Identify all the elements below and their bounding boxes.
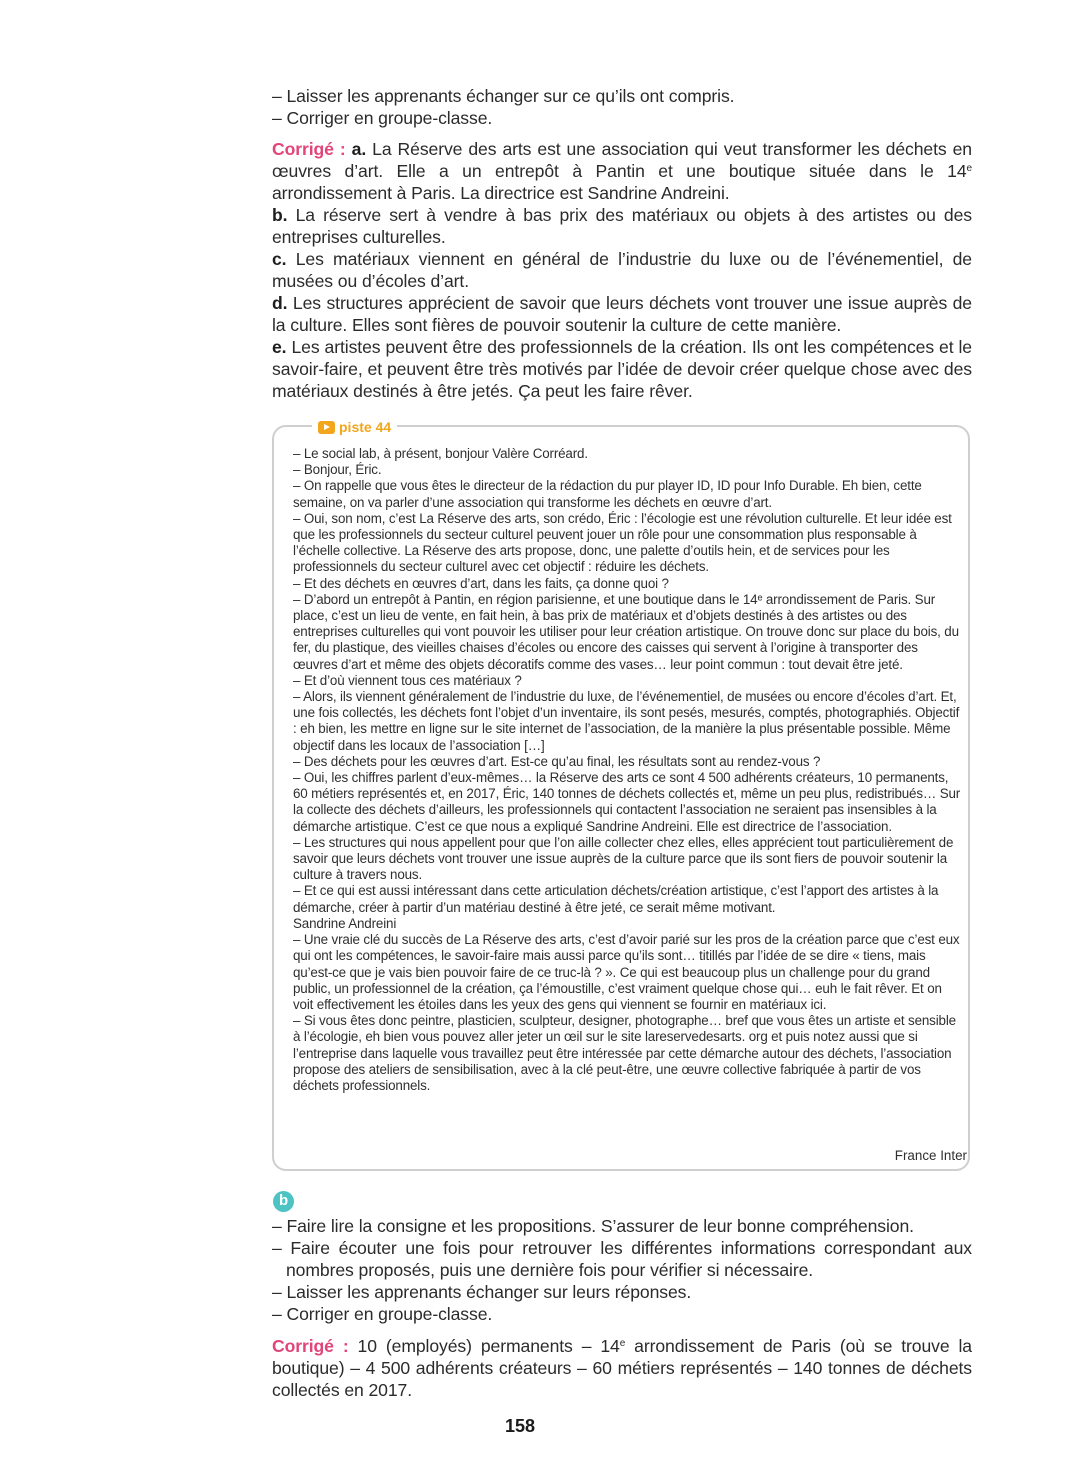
corrige-item-d — [272, 292, 972, 336]
instruction-line: – Laisser les apprenants échanger sur leurs réponses. — [272, 1282, 692, 1302]
instruction-line: – Corriger en groupe-classe. — [272, 1304, 493, 1324]
corrige-label: Corrigé : — [272, 139, 346, 159]
corrige-text: arrondissement de Paris (où se trouve la boutique) – 4 500 adhérents créateurs – 60 métiers représentés – 140 tonnes de déchets collectés en 2017. — [272, 1336, 972, 1400]
transcript-line: – Le social lab, à présent, bonjour Valère Corréard. — [293, 446, 588, 461]
item-text: Les artistes peuvent être des professionnels de la création. Ils ont les compétences et le savoir-faire, et peuvent être très motivés par l’idée de devoir créer quelque chose avec des matériaux destinés à être jetés. Ça peut les faire rêver. — [272, 337, 972, 401]
audio-track-label[interactable] — [312, 418, 397, 436]
transcript-line: – Et d’où viennent tous ces matériaux ? — [293, 672, 522, 688]
instruction-line: – Faire lire la consigne et les propositions. S’assurer de leur bonne compréhension. — [272, 1216, 914, 1236]
transcript-line: – On rappelle que vous êtes le directeur de la rédaction du pur player ID, ID pour Info Durable. Eh bien, cette semaine, on va parler d’une association qui transforme les déchets en œuvre d’art. — [293, 478, 922, 510]
transcript-line: – Oui, les chiffres parlent d’eux-mêmes… la Réserve des arts ce sont 4 500 adhérents créateurs, 10 permanents, 60 métiers représentés et, en 2017, Éric, 140 tonnes de déchets collectés et, même un peu plus, redistribués… Sur la collecte des déchets d’ailleurs, les professionnels qui contactent l’association ne seraient pas insensibles à la démarche artistique. C’est ce que nous a expliqué Sandrine Andreini. Elle est directrice de l’association. — [293, 770, 961, 834]
item-text: Les structures apprécient de savoir que leurs déchets vont trouver une issue auprès de la culture. Elles sont fières de pouvoir soutenir la culture de cette manière. — [272, 293, 972, 335]
item-text: La Réserve des arts est une association qui veut transformer les déchets en œuvres d’art. Elle a un entrepôt à Pantin et une boutique située dans le 14 — [272, 139, 972, 181]
corrige-item-c — [272, 248, 972, 292]
item-letter: e. — [272, 337, 287, 357]
item-letter: c. — [272, 249, 287, 269]
transcript-line: – Les structures qui nous appellent pour que l’on aille collecter chez elles, elles apprécient tout particulièrement de savoir que leurs déchets vont trouver une issue auprès de la culture parce que ils sont fiers de pouvoir soutenir la culture à travers nous. — [293, 834, 954, 883]
transcript-line: – Et ce qui est aussi intéressant dans cette articulation déchets/création artistique, c’est l’apport des artistes à la démarche, créer à partir d’un matériau destiné à être jeté, ce serait même motivant. — [293, 883, 939, 915]
corrige-item-a — [272, 138, 972, 204]
transcript-line: – Si vous êtes donc peintre, plasticien, sculpteur, designer, photographe… bref que vous êtes un artiste et sensible à l’écologie, eh bien vous pouvez aller jeter un œil sur le site lareservedesarts. org et puis notez aussi que si l’entreprise dans laquelle vous travaillez peut être intéressée par cette démarche autour des déchets, l’association propose des ateliers de sensibilisation, avec à la clé peut-être, une œuvre collective fabriquée à partir de vos déchets professionnels. — [293, 1013, 956, 1093]
page-number: 158 — [504, 1416, 536, 1436]
transcript-line: – Et des déchets en œuvres d’art, dans les faits, ça donne quoi ? — [293, 575, 669, 591]
track-name: piste 44 — [339, 419, 392, 435]
superscript: e — [619, 1338, 626, 1349]
transcript-line: – Alors, ils viennent généralement de l’industrie du luxe, de l’événementiel, de musées ou encore d’écoles d’art. Et, une fois collectés, les déchets font l’objet d’un inventaire, ils sont pesés, mesurés, comptés, photographiés. Objectif : eh bien, les mettre en ligne sur le site internet de l’association, de la manière la plus présentable possible. Même objectif dans les locaux de l’association […] — [293, 689, 960, 753]
transcript-line: – Bonjour, Éric. — [293, 462, 382, 478]
corrige-text: 10 (employés) permanents – 14 — [348, 1336, 620, 1356]
corrige-label: Corrigé : — [272, 1336, 349, 1356]
transcript-source: France Inter — [894, 1148, 967, 1163]
transcript-line: – D’abord un entrepôt à Pantin, en région parisienne, et une boutique dans le 14ᵉ arrondissement de Paris. Sur place, c’est un lieu de vente, en fait hein, à bas prix de matériaux et d’objets destinés à des artistes ou des entreprises culturelles qui vont pouvoir les utiliser pour leur création artistique. On trouve donc sur place du bois, du fer, du plastique, des vieilles chaises d’écoles ou encore des caisses qui servent à l’origine à transporter des œuvres d’art et même des objets décoratifs comme des vases… leur point commun : tout devait être jeté. — [293, 591, 959, 672]
transcript-speaker: Sandrine Andreini — [293, 915, 397, 931]
activity-b-content — [272, 1191, 972, 1419]
instruction-list — [272, 1215, 972, 1325]
instruction-line: – Laisser les apprenants échanger sur ce qu’ils ont compris. — [272, 86, 735, 106]
item-letter: b. — [272, 205, 288, 225]
instruction-line: – Corriger en groupe-classe. — [272, 108, 493, 128]
item-text: La réserve sert à vendre à bas prix des matériaux ou objets à des artistes ou des entreprises culturelles. — [272, 205, 972, 247]
item-letter: a. — [351, 139, 367, 159]
transcript-line: – Une vraie clé du succès de La Réserve des arts, c’est d’avoir parié sur les pros de la création parce que c’est eux qui ont les compétences, le savoir-faire mais aussi parce qu’ils sont… titillés par l’idée de se dire « tiens, mais qu’est-ce que je vais bien pouvoir faire de ce truc-là ? ». Ce qui est beaucoup plus un challenge pour du grand public, un professionnel de la création, ça l’émoustille, c’est vraiment quelque chose qui… euh le fait rêver. Et on voit effectivement les étoiles dans les yeux des gens qui viennent se fournir en matériaux ici. — [293, 932, 960, 1012]
transcript-line: – Des déchets pour les œuvres d’art. Est-ce qu’au final, les résultats sont au rendez-vous ? — [293, 753, 821, 769]
item-text: arrondissement à Paris. La directrice est Sandrine Andreini. — [272, 183, 730, 203]
item-letter: d. — [272, 293, 288, 313]
superscript: e — [966, 163, 972, 174]
item-text: Les matériaux viennent en général de l’industrie du luxe ou de l’événementiel, de musées ou d’écoles d’art. — [272, 249, 972, 291]
transcript-line: – Oui, son nom, c’est La Réserve des arts, son crédo, Éric : l’écologie est une révolution culturelle. Et leur idée est que les professionnels du secteur culturel peuvent jouer un rôle pour une consommation plus responsable à l’échelle collective. La Réserve des arts propose, donc, une palette d’outils hein, et de services pour les professionnels du secteur culturel avec cet objectif : réduire les déchets. — [293, 510, 952, 575]
activity-b-badge: b — [273, 1191, 294, 1212]
corrige-block-b — [272, 1335, 972, 1401]
corrige-item-e — [272, 336, 972, 402]
play-icon[interactable] — [318, 421, 335, 434]
instruction-line: – Faire écouter une fois pour retrouver les différentes informations correspondant aux nombres proposés, puis une dernière fois pour vérifier si nécessaire. — [272, 1238, 972, 1280]
corrige-item-b — [272, 204, 972, 248]
corrige-block-a — [272, 138, 972, 402]
activity-a-content — [272, 85, 972, 402]
transcript-text — [293, 446, 965, 1094]
